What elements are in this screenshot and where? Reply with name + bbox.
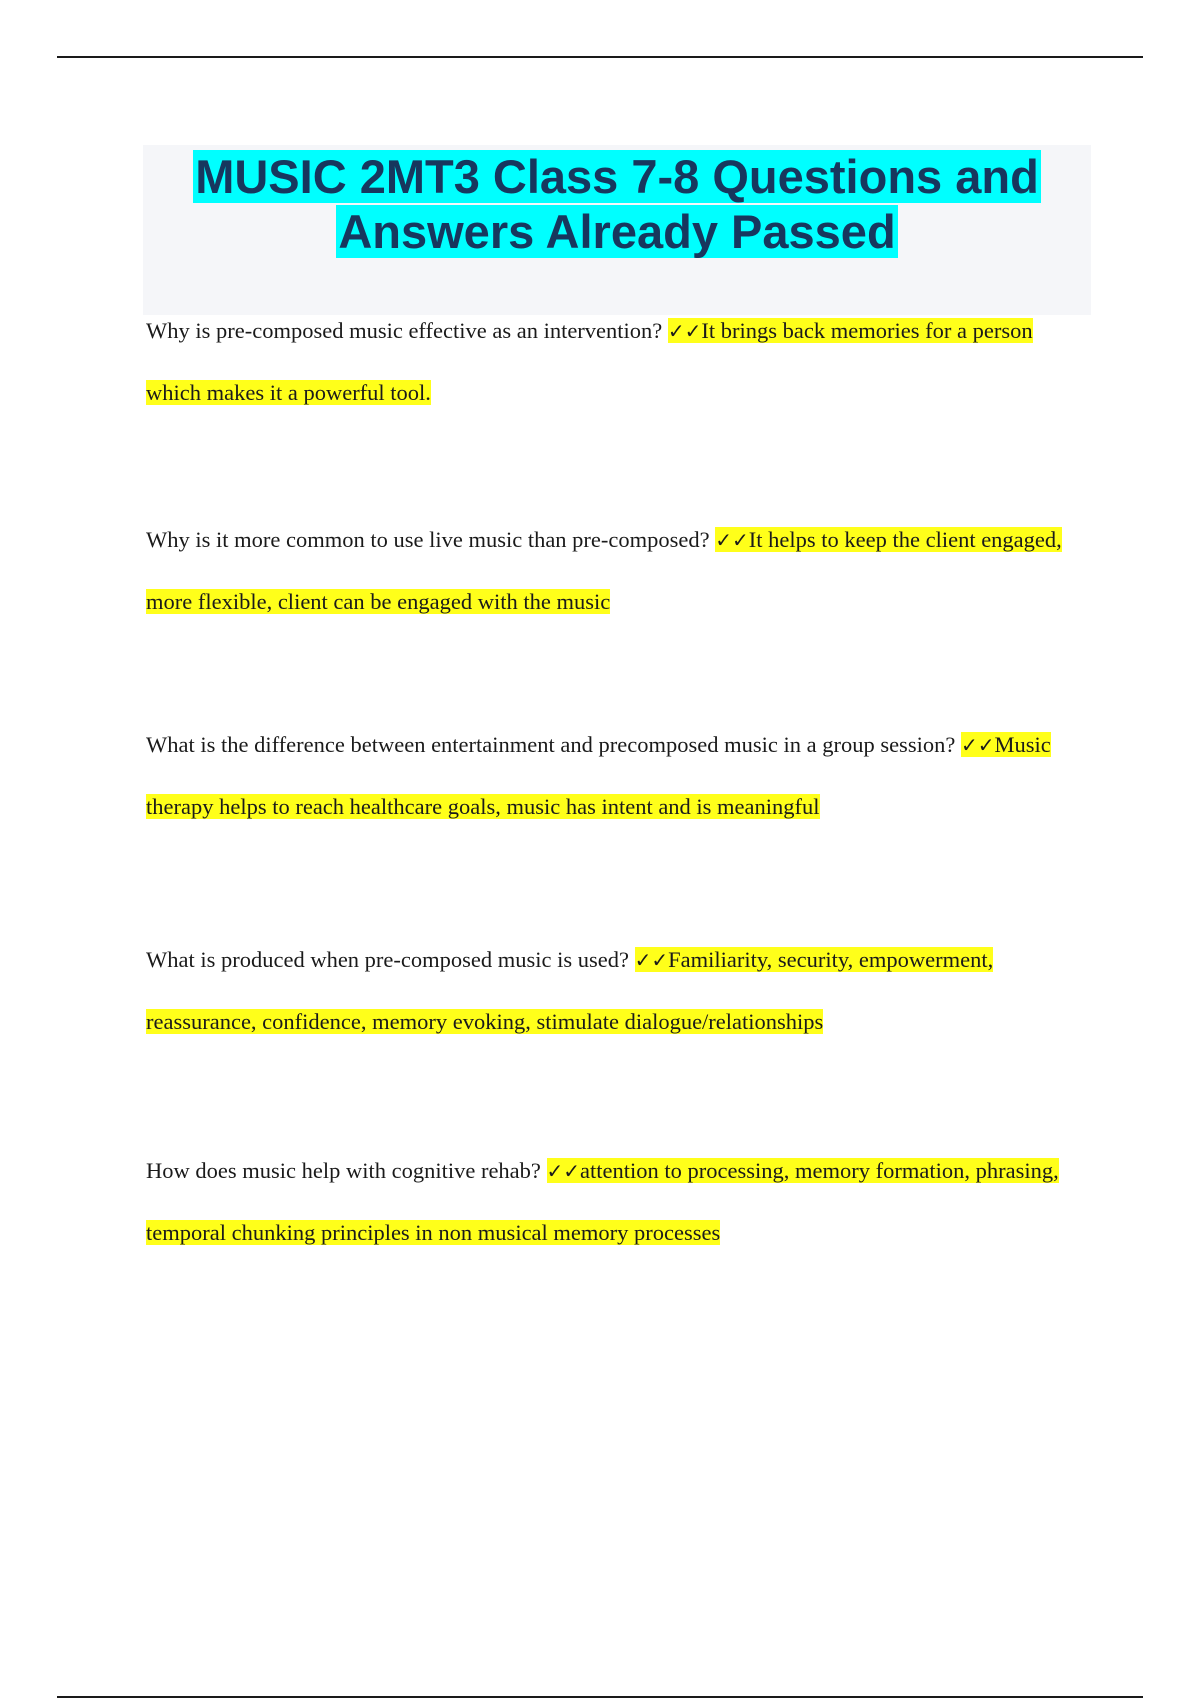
- qa-item: [146, 714, 1076, 837]
- qa-item: [146, 300, 1076, 423]
- qa-item: [146, 509, 1076, 632]
- bottom-rule: [57, 1696, 1143, 1698]
- check-icon: ✓✓: [634, 948, 669, 972]
- check-icon: ✓✓: [546, 1159, 581, 1183]
- check-icon: ✓✓: [960, 733, 995, 757]
- qa-item: [146, 929, 1076, 1052]
- answer-text: It helps to keep the client engaged, more flexible, client can be engaged with the music: [146, 527, 1062, 614]
- question-text: Why is it more common to use live music than pre-composed?: [146, 527, 710, 552]
- answer-text: Familiarity, security, empowerment, reassurance, confidence, memory evoking, stimulate dialogue/relationships: [146, 947, 994, 1034]
- answer-text: It brings back memories for a person which makes it a powerful tool.: [146, 318, 1033, 405]
- qa-list: [146, 300, 1076, 1263]
- question-text: How does music help with cognitive rehab?: [146, 1158, 541, 1183]
- title-panel: [143, 145, 1091, 315]
- title-highlight: MUSIC 2MT3 Class 7-8 Questions and Answers Already Passed: [195, 150, 1039, 258]
- answer-text: Music therapy helps to reach healthcare goals, music has intent and is meaningful: [146, 732, 1051, 819]
- check-icon: ✓✓: [715, 528, 749, 552]
- qa-item: [146, 1140, 1076, 1263]
- top-rule: [57, 56, 1143, 58]
- question-text: Why is pre-composed music effective as an intervention?: [146, 318, 663, 343]
- check-icon: ✓✓: [667, 319, 702, 343]
- question-text: What is the difference between entertainment and precomposed music in a group session?: [146, 732, 956, 757]
- page-title: [143, 145, 1091, 259]
- question-text: What is produced when pre-composed music is used?: [146, 947, 629, 972]
- answer-text: attention to processing, memory formation, phrasing, temporal chunking principles in non musical memory processes: [146, 1158, 1059, 1245]
